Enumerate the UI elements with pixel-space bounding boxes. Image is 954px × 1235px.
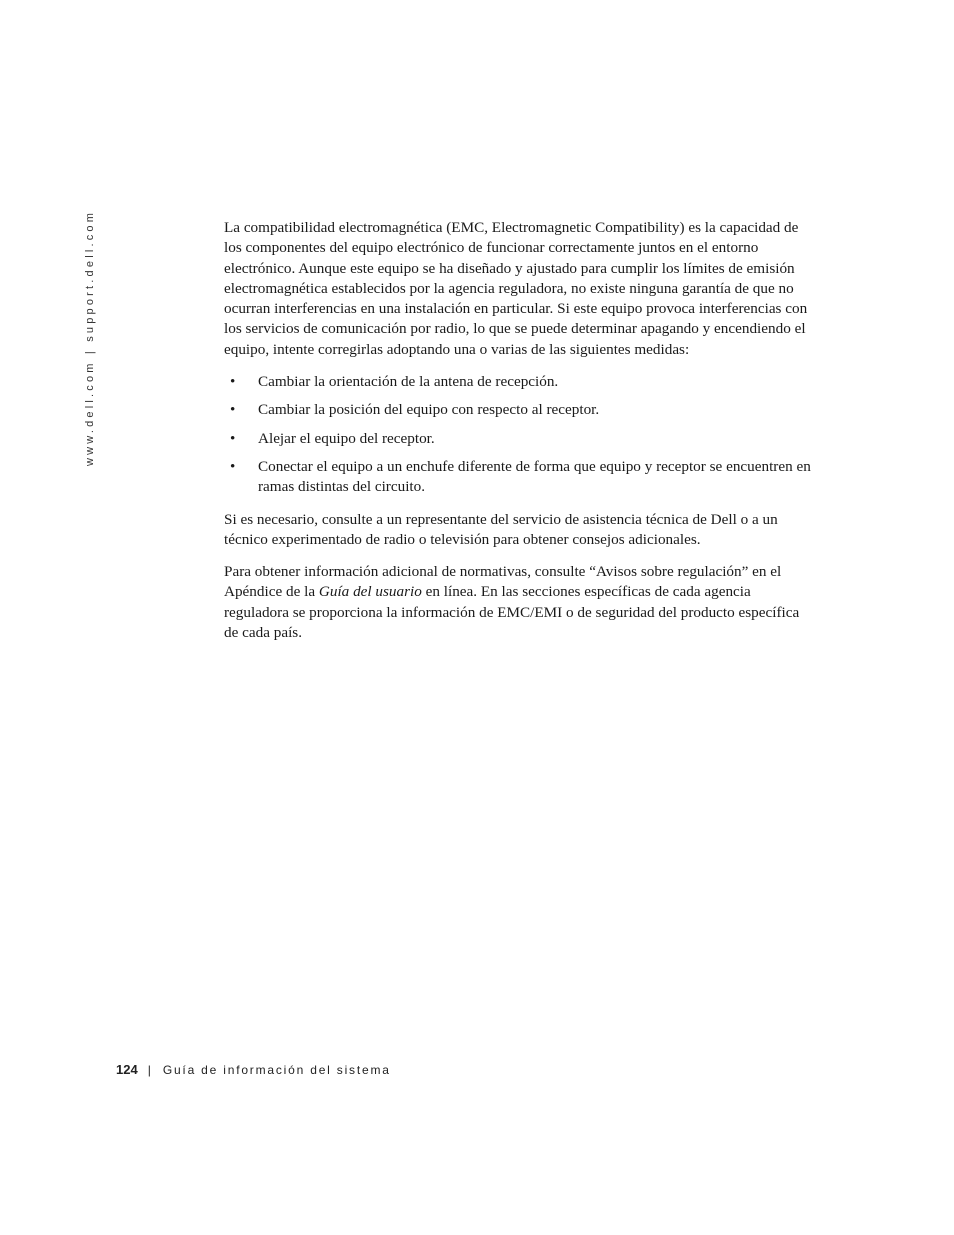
regulatory-text-start: Para obtener información adicional de normativas, consulte “Avisos sobre regulación” en el Apéndice de la bbox=[224, 563, 782, 601]
list-item-text: Cambiar la posición del equipo con respecto al receptor. bbox=[258, 401, 600, 419]
regulatory-text-end: en línea. En las secciones específicas de cada agencia reguladora se proporciona la información de EMC/EMI o de seguridad del producto específica de cada país. bbox=[224, 583, 800, 642]
user-guide-title: Guía del usuario bbox=[318, 583, 422, 601]
page-number: 124 bbox=[116, 1062, 138, 1077]
list-item bbox=[224, 457, 814, 498]
footer-separator: | bbox=[147, 1063, 151, 1077]
measures-list bbox=[224, 372, 814, 497]
side-url-text: www.dell.com | support.dell.com bbox=[84, 209, 96, 466]
main-content bbox=[224, 218, 814, 643]
bullet-icon: • bbox=[230, 401, 236, 419]
regulatory-paragraph bbox=[224, 562, 814, 643]
list-item bbox=[224, 429, 814, 449]
list-item bbox=[224, 400, 814, 420]
page-footer bbox=[116, 1062, 391, 1077]
bullet-icon: • bbox=[230, 429, 236, 447]
list-item bbox=[224, 372, 814, 392]
bullet-icon: • bbox=[230, 373, 236, 391]
list-item-text: Alejar el equipo del receptor. bbox=[258, 429, 435, 447]
list-item-text: Conectar el equipo a un enchufe diferente de forma que equipo y receptor se encuentren en ramas distintas del circuito. bbox=[258, 457, 811, 496]
list-item-text: Cambiar la orientación de la antena de recepción. bbox=[258, 373, 559, 391]
intro-paragraph: La compatibilidad electromagnética (EMC, Electromagnetic Compatibility) es la capacidad de los componentes del equipo electrónico de funcionar correctamente juntos en el entorno electrónico. Aunque este equipo se ha diseñado y ajustado para cumplir los límites de emisión electromagnética establecidos por la agencia reguladora, no existe ninguna garantía de que no ocurran interferencias en una instalación en particular. Si este equipo provoca interferencias con los servicios de comunicación por radio, lo que se puede determinar apagando y encendiendo el equipo, intente corregirlas adoptando una o varias de las siguientes medidas: bbox=[224, 219, 808, 358]
bullet-icon: • bbox=[230, 457, 236, 475]
support-paragraph: Si es necesario, consulte a un representante del servicio de asistencia técnica de Dell o a un técnico experimentado de radio o televisión para obtener consejos adicionales. bbox=[224, 510, 778, 548]
document-title: Guía de información del sistema bbox=[162, 1063, 391, 1077]
